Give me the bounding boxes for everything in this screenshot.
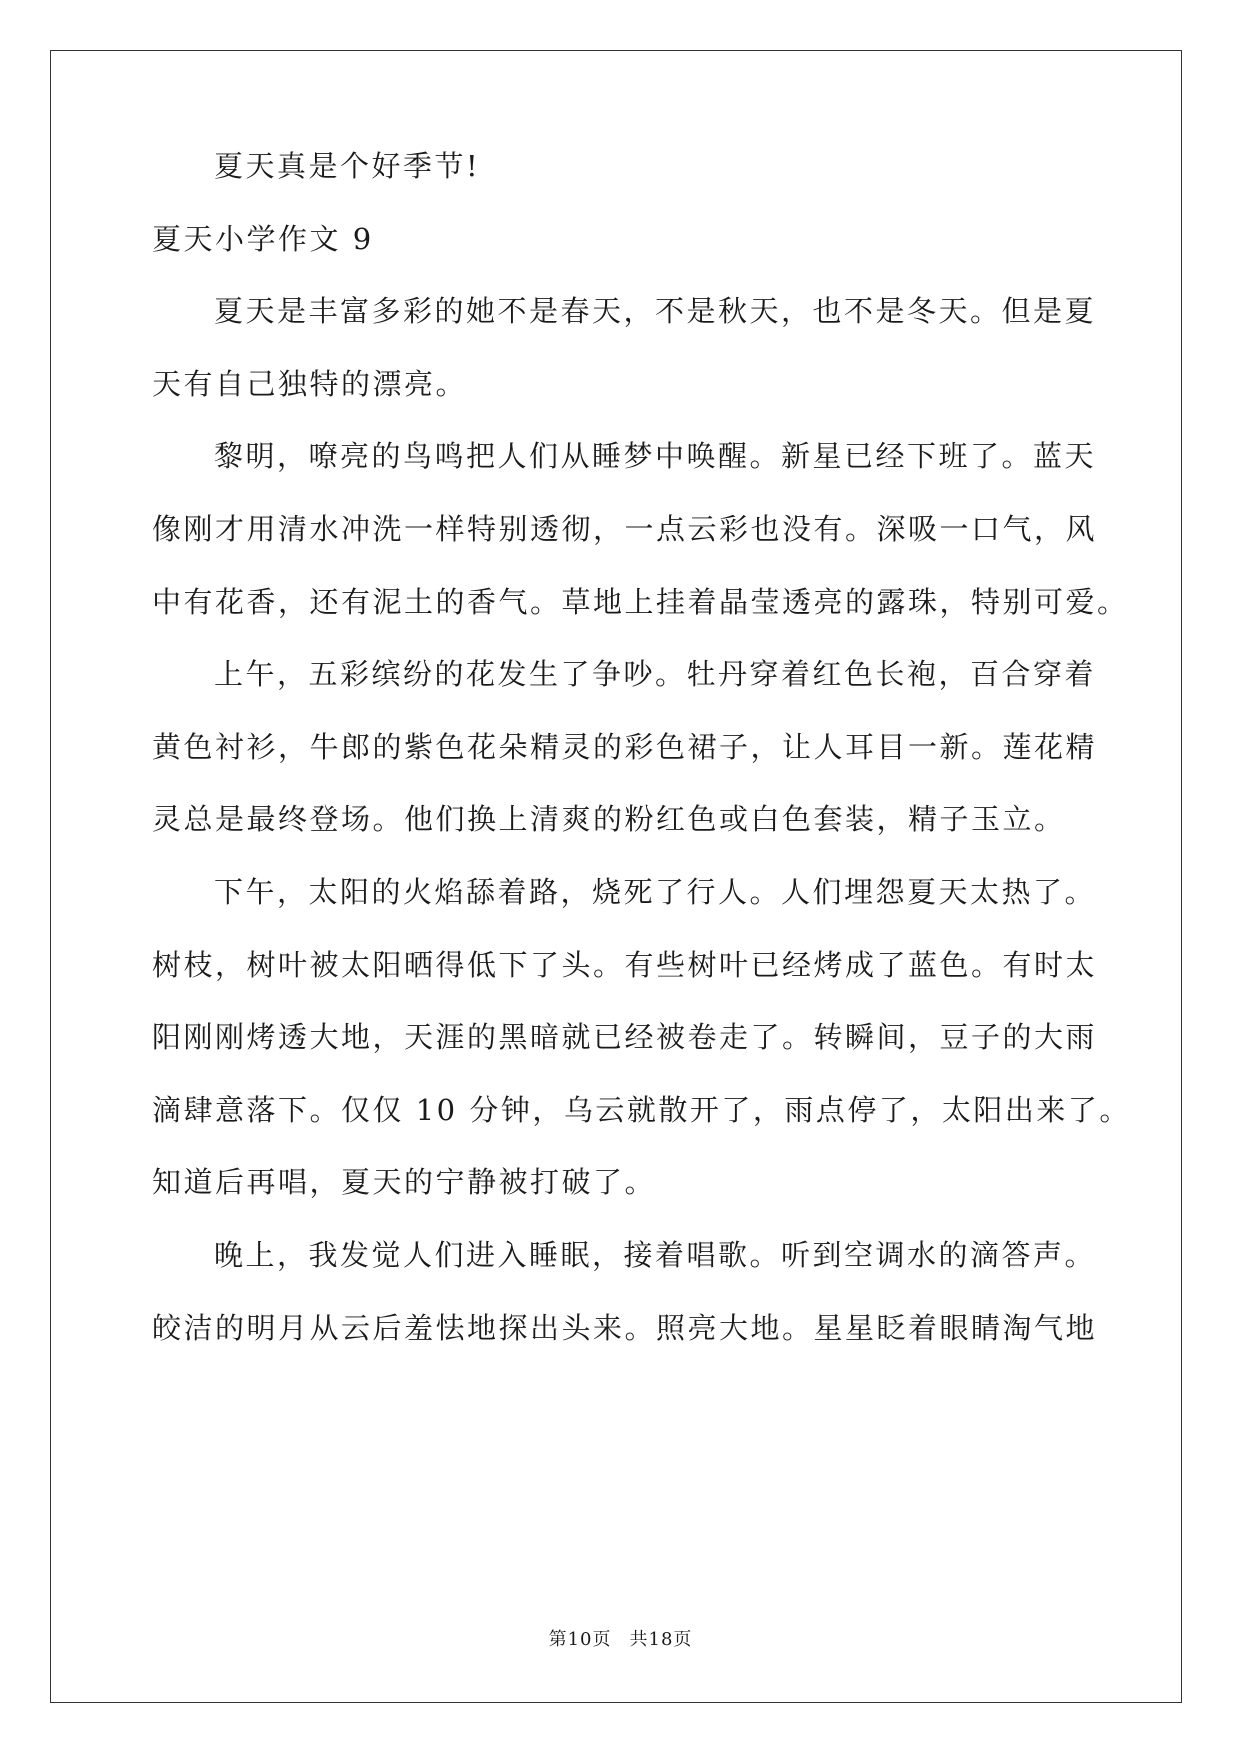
text-line: 下午，太阳的火焰舔着路，烧死了行人。人们埋怨夏天太热了。 <box>214 875 1097 909</box>
text-line: 黎明，嘹亮的鸟鸣把人们从睡梦中唤醒。新星已经下班了。蓝天 <box>214 439 1097 474</box>
text-line: 夏天小学作文 9 <box>152 221 374 256</box>
page-footer <box>0 1628 1241 1652</box>
text-line: 上午，五彩缤纷的花发生了争吵。牡丹穿着红色长袍，百合穿着 <box>214 657 1097 692</box>
text-line: 像刚才用清水冲洗一样特别透彻，一点云彩也没有。深吸一口气，风 <box>152 512 1098 546</box>
text-line: 天有自己独特的漂亮。 <box>152 366 468 401</box>
text-line: 中有花香，还有泥土的香气。草地上挂着晶莹透亮的露珠，特别可爱。 <box>152 584 1129 619</box>
text-line: 树枝，树叶被太阳晒得低下了头。有些树叶已经烤成了蓝色。有时太 <box>152 947 1098 982</box>
text-line: 阳刚刚烤透大地，天涯的黑暗就已经被卷走了。转瞬间，豆子的大雨 <box>152 1020 1098 1055</box>
page-total: 共18页 <box>629 1629 693 1650</box>
text-line: 晚上，我发觉人们进入睡眠，接着唱歌。听到空调水的滴答声。 <box>214 1238 1097 1272</box>
text-line: 夏天真是个好季节! <box>214 149 481 183</box>
text-line: 灵总是最终登场。他们换上清爽的粉红色或白色套装，精子玉立。 <box>152 802 1066 837</box>
text-line: 皎洁的明月从云后羞怯地探出头来。照亮大地。星星眨着眼睛淘气地 <box>152 1310 1098 1345</box>
text-line: 夏天是丰富多彩的她不是春天，不是秋天，也不是冬天。但是夏 <box>214 294 1097 329</box>
text-line: 滴肆意落下。仅仅 10 分钟，乌云就散开了，雨点停了，太阳出来了。 <box>152 1092 1131 1127</box>
text-line: 黄色衬衫，牛郎的紫色花朵精灵的彩色裙子，让人耳目一新。莲花精 <box>152 729 1098 764</box>
page-number: 第10页 <box>548 1629 612 1650</box>
text-line: 知道后再唱，夏天的宁静被打破了。 <box>152 1165 657 1200</box>
